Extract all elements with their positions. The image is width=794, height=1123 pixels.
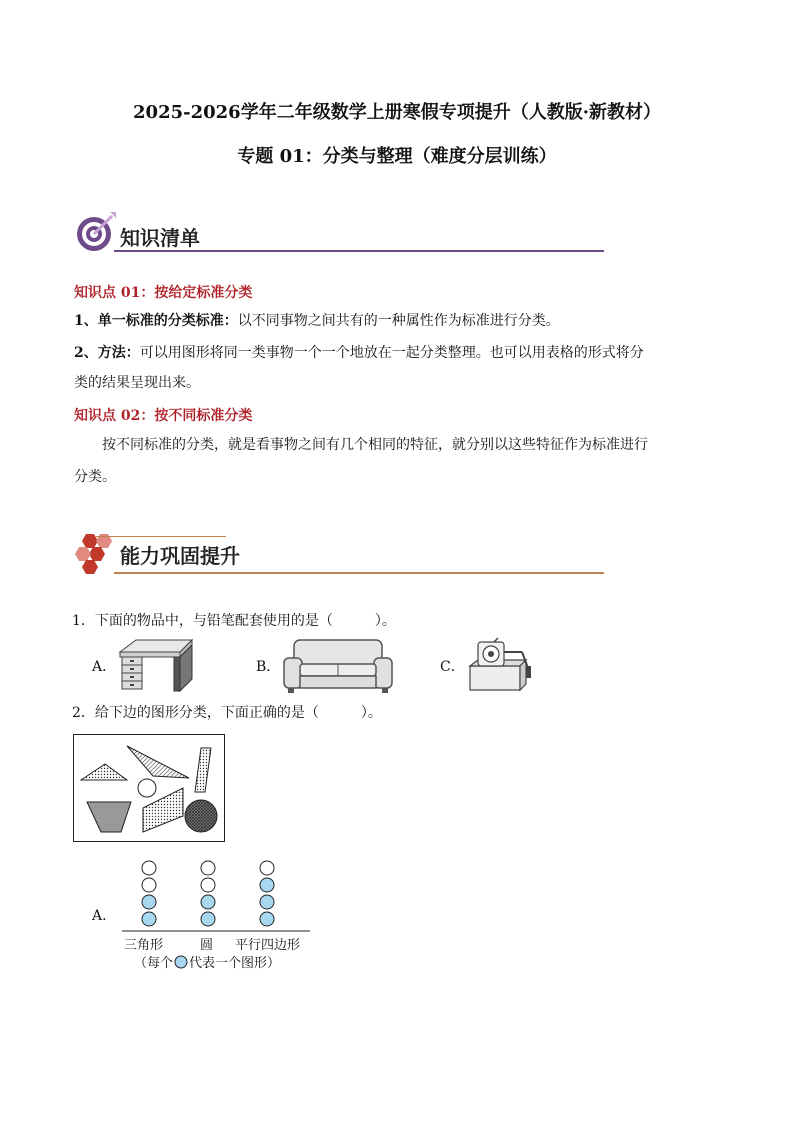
pictograph-empty-circle (142, 861, 156, 875)
section-divider (114, 250, 604, 252)
chart-label-parallelogram: 平行四边形 (235, 938, 301, 953)
pictograph-empty-circle (142, 878, 156, 892)
pictograph-empty-circle (260, 861, 274, 875)
section-heading: 能力巩固提升 (120, 544, 240, 568)
pictograph-filled-circle (201, 912, 215, 926)
item-label: 2、方法： (74, 345, 140, 361)
pictograph-filled-circle (201, 895, 215, 909)
circle-shape (185, 800, 217, 832)
question-1-text: 1．下面的物品中，与铅笔配套使用的是（ ）。 (72, 613, 396, 629)
pictograph-filled-circle (260, 895, 274, 909)
pictograph-chart (118, 855, 314, 935)
chart-label-triangle: 三角形 (124, 938, 164, 953)
pictograph-empty-circle (201, 861, 215, 875)
pictograph-filled-circle (142, 895, 156, 909)
section-heading: 知识清单 (120, 226, 200, 250)
item-text: 可以用图形将同一类事物一个一个地放在一起分类整理。也可以用表格的形式将分 (139, 345, 644, 361)
knowledge-point-2-text: 按不同标准的分类，就是看事物之间有几个相同的特征，就分别以这些特征作为标准进行 (102, 437, 648, 453)
document-subtitle: 专题 01：分类与整理（难度分层训练） (237, 146, 557, 167)
q2-option-a-label[interactable]: A． (92, 908, 117, 924)
knowledge-point-2-text-cont: 分类。 (74, 469, 116, 485)
q1-option-a-label[interactable]: A． (92, 659, 117, 675)
target-icon (74, 210, 118, 254)
pictograph-filled-circle (260, 878, 274, 892)
circle-shape (138, 779, 156, 797)
chart-note (134, 952, 280, 971)
header-accent-line (96, 536, 226, 537)
note-suffix: 代表一个图形） (189, 956, 281, 971)
item-label: 1、单一标准的分类标准： (74, 313, 238, 329)
section-header-ability (74, 530, 604, 580)
pictograph-empty-circle (201, 878, 215, 892)
knowledge-point-2-title: 知识点 02：按不同标准分类 (74, 408, 253, 424)
chart-label-circle: 圆 (200, 938, 214, 953)
shapes-figure (73, 734, 225, 842)
document-title: 2025-2026学年二年级数学上册寒假专项提升（人教版·新教材） (133, 102, 661, 123)
knowledge-point-1-title: 知识点 01：按给定标准分类 (74, 285, 253, 301)
knowledge-item-2 (74, 338, 734, 368)
section-header-knowledge (74, 208, 604, 258)
note-prefix: （每个 (134, 956, 174, 971)
question-2-text: 2．给下边的图形分类，下面正确的是（ ）。 (72, 705, 382, 721)
q1-option-b-label[interactable]: B． (256, 659, 281, 675)
desk-icon[interactable] (116, 638, 196, 693)
pictograph-filled-circle (142, 912, 156, 926)
section-divider (114, 572, 604, 574)
knowledge-item-2-cont: 类的结果呈现出来。 (74, 375, 200, 391)
legend-circle-icon (174, 955, 188, 969)
sofa-icon[interactable] (282, 638, 394, 694)
q1-option-c-label[interactable]: C． (440, 659, 465, 675)
pictograph-filled-circle (260, 912, 274, 926)
item-text: 以不同事物之间共有的一种属性作为标准进行分类。 (237, 313, 560, 329)
pencil-sharpener-icon[interactable] (464, 636, 542, 694)
knowledge-item-1 (74, 306, 734, 336)
